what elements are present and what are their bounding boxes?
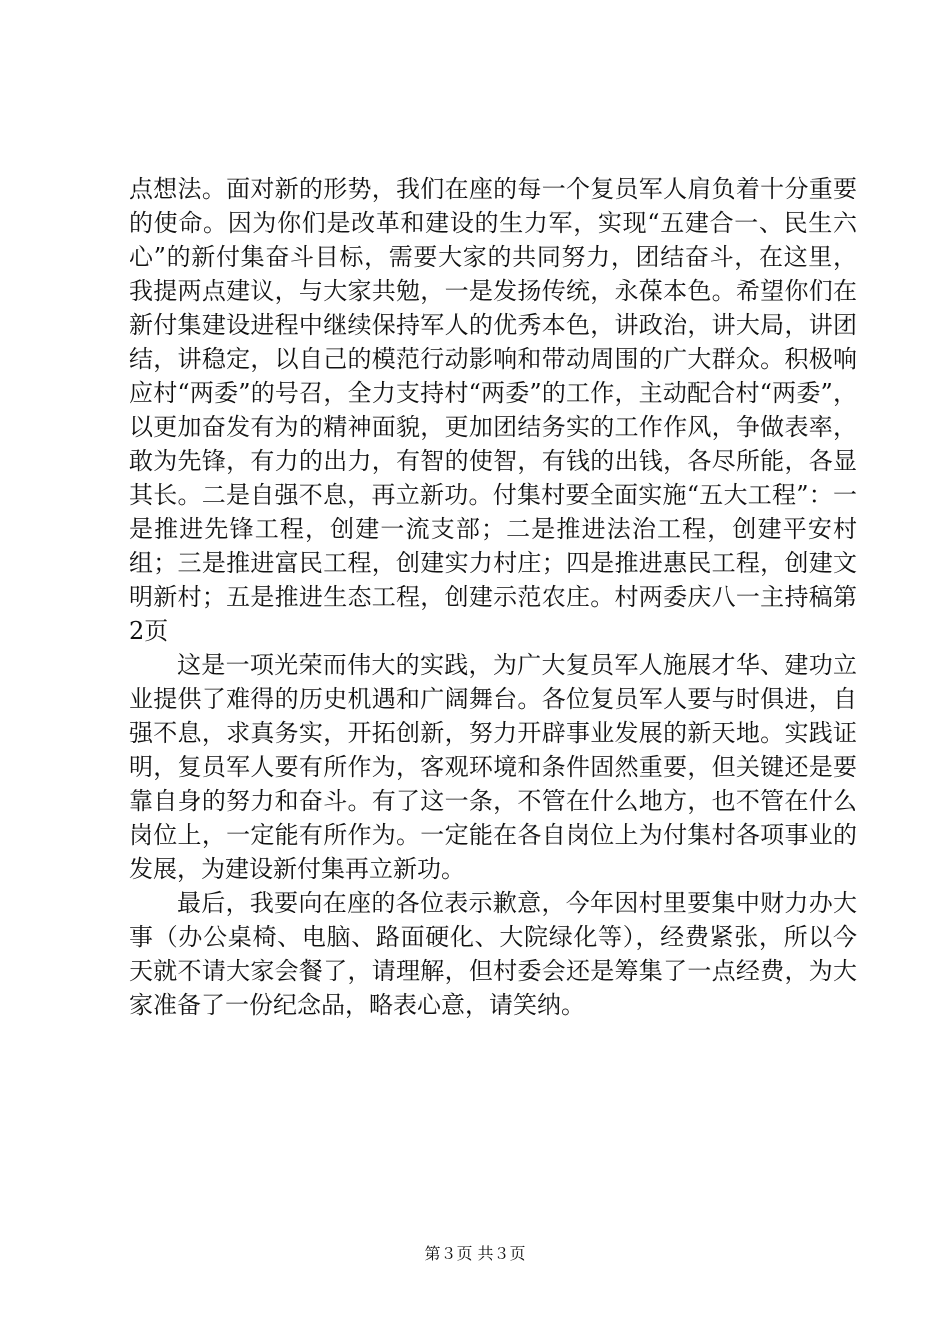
paragraph-3: 最后，我要向在座的各位表示歉意，今年因村里要集中财力办大事（办公桌椅、电脑、路面硬化、大院绿化等），经费紧张，所以今天就不请大家会餐了，请理解，但村委会还是筹集了一点经费，为大家准备了一份纪念品，略表心意，请笑纳。 <box>129 889 857 1019</box>
document-body <box>129 172 857 1022</box>
paragraph-1: 点想法。面对新的形势，我们在座的每一个复员军人肩负着十分重要的使命。因为你们是改革和建设的生力军，实现“五建合一、民生六心”的新付集奋斗目标，需要大家的共同努力，团结奋斗，在这里，我提两点建议，与大家共勉，一是发扬传统，永葆本色。希望你们在新付集建设进程中继续保持军人的优秀本色，讲政治，讲大局，讲团结，讲稳定，以自己的模范行动影响和带动周围的广大群众。积极响应村“两委”的号召，全力支持村“两委”的工作，主动配合村“两委”，以更加奋发有为的精神面貌，更加团结务实的工作作风，争做表率，敢为先锋，有力的出力，有智的使智，有钱的出钱，各尽所能，各显其长。二是自强不息，再立新功。付集村要全面实施“五大工程”：一是推进先锋工程，创建一流支部；二是推进法治工程，创建平安村组；三是推进富民工程，创建实力村庄；四是推进惠民工程，创建文明新村；五是推进生态工程，创建示范农庄。村两委庆八一主持稿第2页 <box>129 175 857 645</box>
page-footer: 第３页 共３页 <box>424 1244 526 1263</box>
paragraph-2: 这是一项光荣而伟大的实践，为广大复员军人施展才华、建功立业提供了难得的历史机遇和广阔舞台。各位复员军人要与时俱进，自强不息，求真务实，开拓创新，努力开辟事业发展的新天地。实践证明，复员军人要有所作为，客观环境和条件固然重要，但关键还是要靠自身的努力和奋斗。有了这一条，不管在什么地方，也不管在什么岗位上，一定能有所作为。一定能在各自岗位上为付集村各项事业的发展，为建设新付集再立新功。 <box>129 651 857 883</box>
